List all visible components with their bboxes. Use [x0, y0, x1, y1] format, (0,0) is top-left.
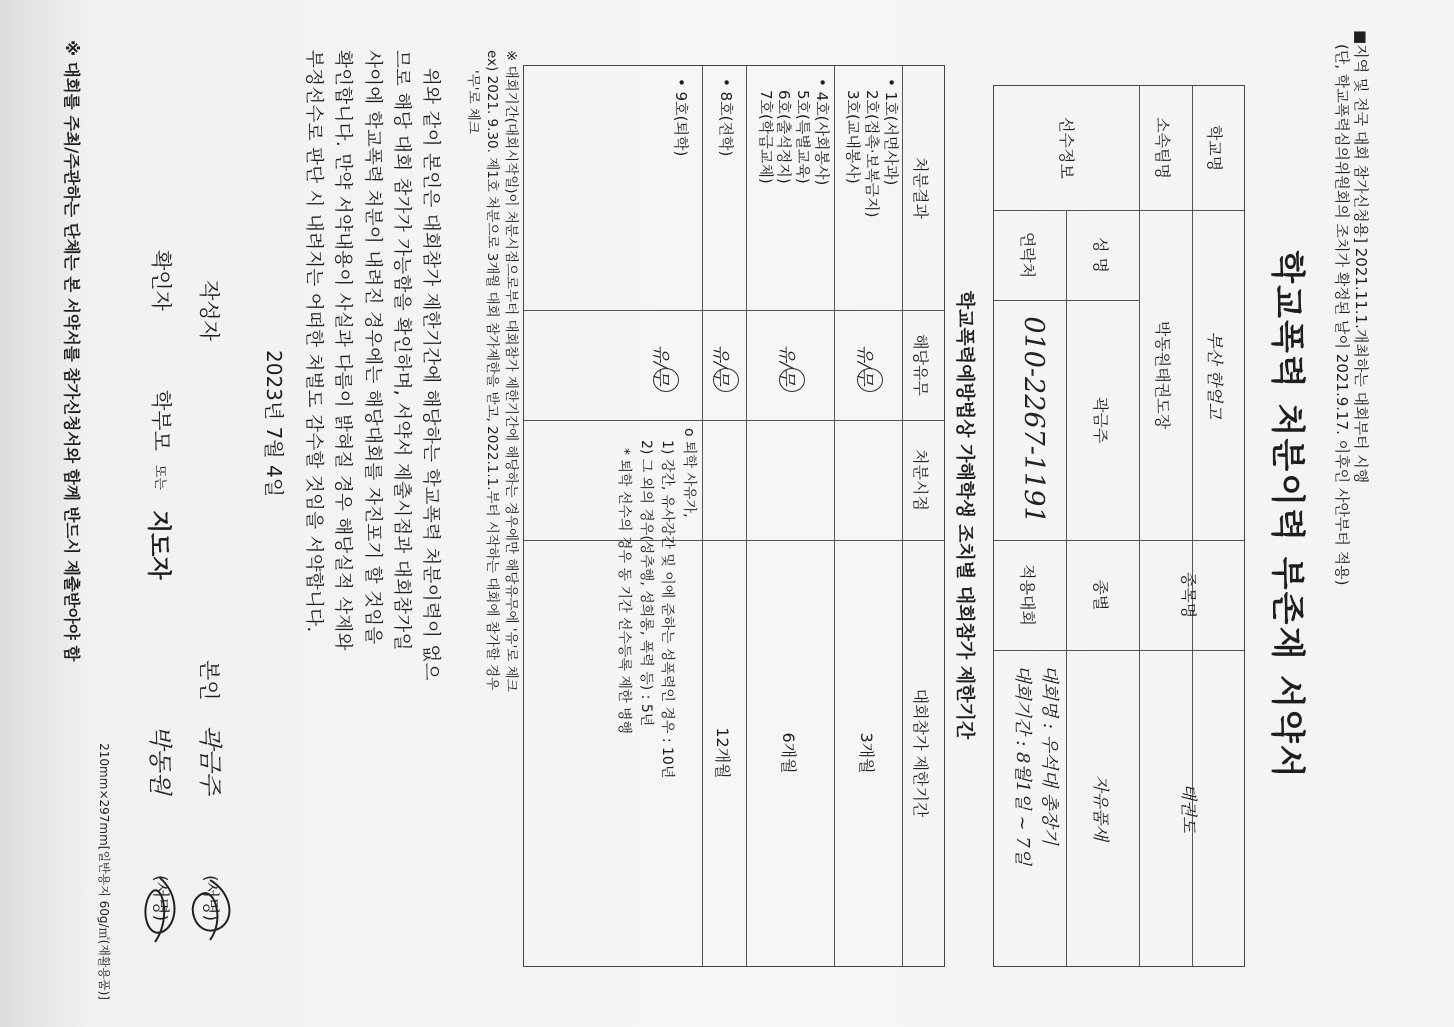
row-2-circled-mark [779, 368, 805, 392]
row-4-line-1: • 9호(퇴학) [672, 78, 690, 157]
row-4-notes [612, 428, 699, 964]
confirmer-role: 학부모 [149, 390, 173, 451]
team-value: 박동원태권도장 [1153, 320, 1172, 430]
header-result: 처분결과 [911, 157, 930, 219]
school-value: 부산 한얼고 [1204, 331, 1224, 419]
document-page [45, 20, 1375, 1010]
writer-name: 곽금주 [196, 725, 224, 795]
footnote [463, 50, 520, 1000]
footnote-line-2: ex) 2021. 9.30. 제1호 처분으로 3개월 대회 참가제한을 받고, 2022.1.1.부터 시작하는 대회에 참가할 경우 [484, 50, 501, 691]
pledge-line-4: 확인합니다. 만약 서약내용이 사실과 다름이 밝혀질 경우 해당실적 삭제와 [332, 50, 354, 651]
row-2-line-1: • 4호(사회봉사) [813, 78, 831, 186]
event-label: 종목명 [1179, 571, 1198, 619]
row-4-note-2: 1) 강간, 유사강간 및 이에 준하는 성폭력인 경우 : 10년 [659, 440, 676, 779]
document-title: 학교폭력 처분이력 부존재 서약서 [1267, 250, 1307, 780]
row-2-line-4: 7호(학급교체) [756, 90, 775, 184]
name-value: 곽금주 [1091, 396, 1110, 444]
pledge-text [299, 50, 445, 1000]
team-label: 소속팀명 [1153, 117, 1172, 179]
row-4-circled-mark [653, 368, 679, 392]
signature-drawing [130, 870, 240, 950]
writer-stamp: (서명) [200, 875, 220, 922]
footnote-line-1: ※ 대회기간(대회시작일)이 처분시점으로부터 대회참가 제한기간에 해당하는 경우에만 해당유무에 '유'로 체크 [503, 50, 519, 692]
row-4-result [671, 78, 690, 308]
pledge-date: 2023년 7월 4일 [262, 350, 286, 498]
row-1-line-1: • 1호(서면사과) [882, 78, 900, 186]
row-4-note-4: * 퇴학 선수의 경우 동 기간 선수등록 제한 병행 [615, 448, 632, 735]
row-3-limit: 12개월 [713, 727, 732, 779]
confirmer-label: 확인자 [149, 250, 173, 311]
row-1-line-3: 3호(교내봉사) [844, 90, 863, 184]
row-2-line-3: 6호(출석정지) [775, 90, 794, 184]
row-2-limit: 6개월 [779, 732, 798, 774]
confirmer-name: 박동원 [146, 725, 174, 795]
row-4-note-1: o 퇴학 사유가, [681, 428, 697, 518]
apply-details [1011, 665, 1060, 965]
row-3-line-1: • 8호(전학) [717, 78, 735, 157]
name-label: 성 명 [1091, 237, 1110, 273]
school-label: 학교명 [1205, 124, 1224, 172]
row-3-circled-mark [713, 368, 739, 392]
row-1-result [844, 78, 900, 308]
confirmer-or: 또는 [152, 465, 167, 491]
apply-label: 적용대회 [1018, 564, 1037, 626]
paper-spec: 210mm×297mm[일반용지 60g/㎡(재활용품)] [97, 743, 111, 1000]
row-1-line-2: 2호(접촉·보복금지) [863, 90, 882, 218]
contact-value: 010-2267-1191 [1018, 316, 1049, 524]
row-4-note-3: 2) 그 외의 경우(성추행, 성희롱, 폭력 등) : 5년 [637, 440, 654, 727]
notice-line-2: (단, 학교폭력심의위원회의 조치가 확정된 날이 2021.9.17. 이후인 사안부터 적용) [1333, 44, 1352, 586]
pledge-line-5: 부정선수로 판단 시 내려지는 어떠한 처벌도 감수할 것임을 서약합니다. [303, 50, 325, 633]
header-date: 처분시점 [911, 449, 930, 511]
category-label: 종별 [1091, 579, 1110, 611]
confirmer-stamp: (서명) [150, 875, 170, 922]
footnote-line-3: '무'로 체크 [465, 70, 482, 134]
pledge-line-1: 위와 같이 본인은 대회참가 제한기간에 해당하는 학교폭력 처분이력이 없으 [420, 68, 441, 681]
category-value: 자유품새 [1090, 775, 1110, 841]
row-1-mark: 유/무 [854, 344, 875, 386]
confirmer-role-2: 지도자 [145, 510, 173, 580]
notice-line-1: ■지역 및 전국 대회 참가신청용] 2021.11.1.개최하는 대회부터 시행 [1352, 30, 1370, 484]
contact-label: 연락처 [1018, 231, 1037, 279]
notice [1333, 30, 1371, 1000]
apply-period: 대회기간 : 8월1일 ~ 7일 [1012, 665, 1034, 866]
row-1-limit: 3개월 [857, 732, 876, 774]
row-1-circled-mark [857, 368, 883, 392]
pledge-line-3: 사이에 학교폭력 처분이 내려진 경우에는 해당대회를 자진포기 할 것임을 [361, 50, 383, 645]
header-applicable: 해당유무 [911, 334, 930, 396]
row-2-mark: 유/무 [776, 344, 797, 386]
player-label: 선수정보 [1057, 117, 1076, 179]
row-2-line-2: 5호(특별교육) [794, 90, 813, 184]
row-3-mark: 유/무 [710, 344, 731, 386]
restriction-subtitle: 학교폭력예방법상 가해학생 조치별 대회참가 제한기간 [954, 290, 976, 740]
pledge-line-2: 므로 해당 대회 참가가 가능함을 확인하며, 서약서 제출시점과 대회참가일 [390, 50, 412, 651]
header-limit: 대회참가 제한기간 [911, 688, 930, 818]
writer-label: 작성자 [197, 280, 221, 341]
writer-role: 본인 [197, 660, 221, 701]
row-4-mark: 유/무 [650, 344, 671, 386]
apply-name: 대회명 : 우석대 총장기 [1039, 665, 1060, 845]
bottom-note: ※ 대회를 주최/주관하는 단체는 본 서약서를 참가신청서와 함께 반드시 제출받아야 함 [62, 40, 81, 662]
row-2-result [756, 78, 831, 308]
event-value: 태권도 [1178, 783, 1198, 833]
row-3-result [716, 78, 735, 308]
